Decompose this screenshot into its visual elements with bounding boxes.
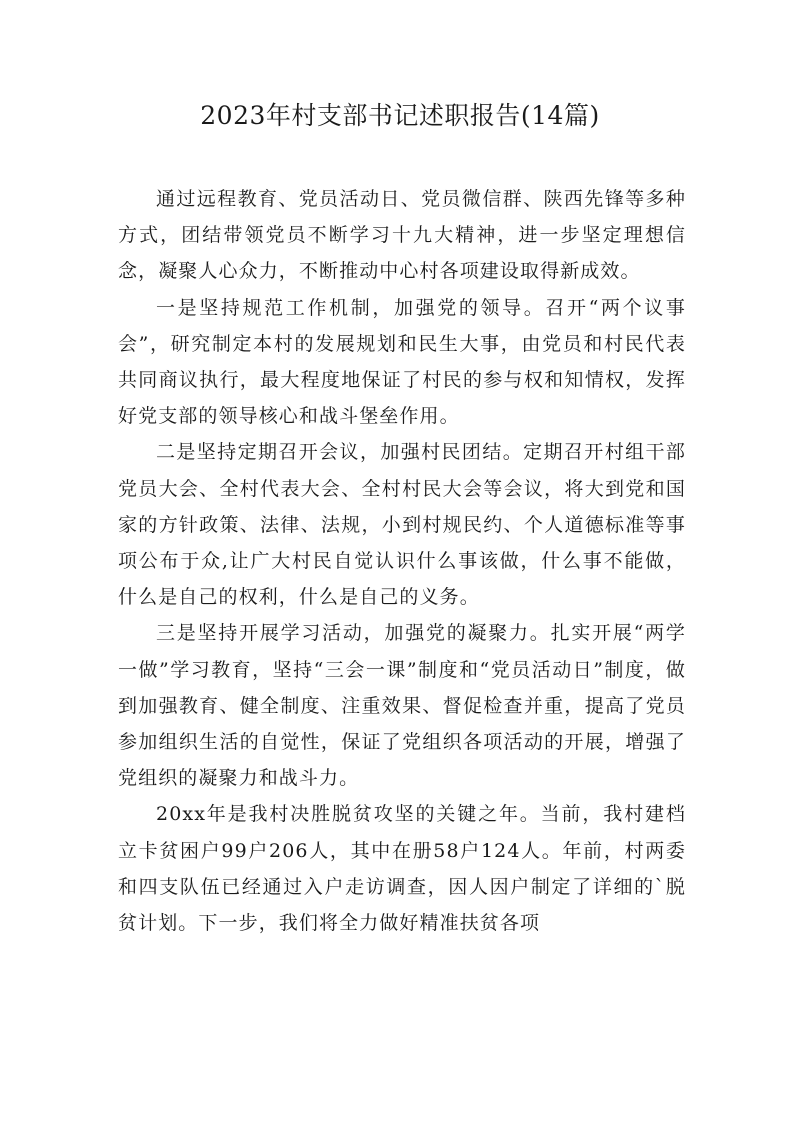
paragraph: 20xx年是我村决胜脱贫攻坚的关键之年。当前，我村建档立卡贫困户99户206人，其中在册58户124人。年前，村两委和四支队伍已经通过入户走访调查，因人因户制定了详细的`脱贫计划。下一步，我们将全力做好精准扶贫各项 bbox=[118, 803, 686, 935]
paragraph: 通过远程教育、党员活动日、党员微信群、陕西先锋等多种方式，团结带领党员不断学习十九大精神，进一步坚定理想信念，凝聚人心众力，不断推动中心村各项建设取得新成效。 bbox=[118, 188, 686, 283]
document-body bbox=[118, 181, 686, 941]
paragraph: 一是坚持规范工作机制，加强党的领导。召开“两个议事会”，研究制定本村的发展规划和民生大事，由党员和村民代表共同商议执行，最大程度地保证了村民的参与权和知情权，发挥好党支部的领导核心和战斗堡垒作用。 bbox=[118, 296, 686, 428]
paragraph: 三是坚持开展学习活动，加强党的凝聚力。扎实开展“两学一做”学习教育，坚持“三会一课”制度和“党员活动日”制度，做到加强教育、健全制度、注重效果、督促检查并重，提高了党员参加组织生活的自觉性，保证了党组织各项活动的开展，增强了党组织的凝聚力和战斗力。 bbox=[118, 622, 686, 790]
paragraph: 二是坚持定期召开会议，加强村民团结。定期召开村组干部党员大会、全村代表大会、全村村民大会等会议，将大到党和国家的方针政策、法律、法规，小到村规民约、个人道德标准等事项公布于众,让广大村民自觉认识什么事该做，什么事不能做，什么是自己的权利，什么是自己的义务。 bbox=[118, 441, 686, 609]
document-title: 2023年村支部书记述职报告(14篇) bbox=[200, 101, 600, 130]
